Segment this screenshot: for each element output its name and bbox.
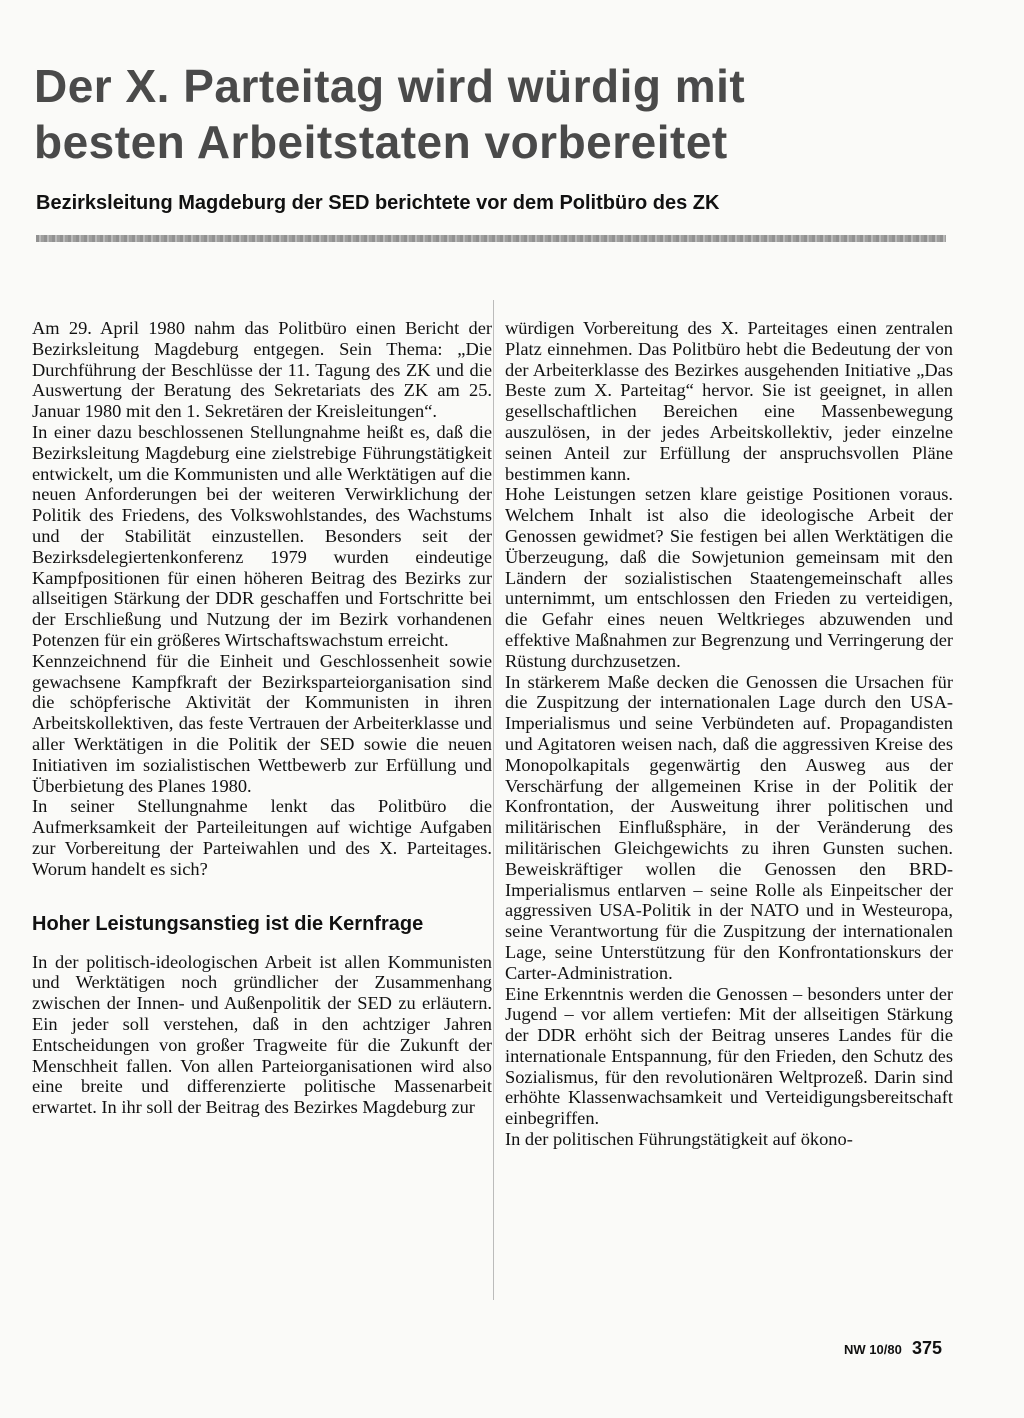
paragraph: Kennzeichnend für die Einheit und Geschlossenheit sowie gewachsene Kampfkraft der Bezirksparteiorganisation sind die schöpferische Aktivität der Kommunisten in ihren Arbeitskollektiven, das feste Vertrauen der Arbeiterklasse und aller Werktätigen in die Politik der SED sowie die neuen Initiativen im sozialistischen Wettbewerb zur Erfüllung und Überbietung des Planes 1980. [32, 650, 492, 796]
paragraph: In der politischen Führungstätigkeit auf ökono- [505, 1129, 853, 1150]
right-column [505, 318, 953, 1150]
headline [34, 58, 934, 170]
headline-rule [36, 235, 946, 242]
paragraph: In der politisch-ideologischen Arbeit ist allen Kommunisten und Werktätigen noch gründlicher der Zusammenhang zwischen der Innen- und Außenpolitik der SED zu erläutern. Ein jeder soll verstehen, daß in den achtziger Jahren Entscheidungen von großer Tragweite für die Zukunft der Menschheit fallen. Von allen Parteiorganisationen wird also eine breite und differenzierte politische Massenarbeit erwartet. In ihr soll der Beitrag des Bezirkes Magdeburg zur [32, 951, 492, 1118]
column-divider [493, 300, 494, 1300]
issue-label: NW 10/80 [844, 1342, 902, 1357]
paragraph: In stärkerem Maße decken die Genossen die Ursachen für die Zuspitzung der internationalen Lage durch den USA-Imperialismus und seine Verbündeten auf. Propagandisten und Agitatoren weisen nach, daß die aggressiven Kreise des Monopolkapitals gegenwärtig den Ausweg aus der Verschärfung der allgemeinen Krise in der Politik der Konfrontation, der Ausweitung ihrer politischen und militärischen Einflußsphäre, in der Veränderung des militärischen Gleichgewichts zu ihren Gunsten suchen. Beweiskräftiger wollen die Genossen den BRD-Imperialismus entlarven – seine Rolle als Einpeitscher der aggressiven USA-Politik in der NATO und in Westeuropa, seine Verantwortung für die Zuspitzung der internationalen Lage, seine Unterstützung für den Konfrontationskurs der Carter-Administration. [505, 671, 953, 983]
paragraph: Am 29. April 1980 nahm das Politbüro einen Bericht der Bezirksleitung Magdeburg entgegen. Sein Thema: „Die Durchführung der Beschlüsse der 11. Tagung des ZK und die Auswertung der Beratung des Sekretariats des ZK am 25. Januar 1980 mit den 1. Sekretären der Kreisleitungen“. [32, 318, 492, 422]
page-number: 375 [912, 1338, 943, 1358]
paragraph: würdigen Vorbereitung des X. Parteitages einen zentralen Platz einnehmen. Das Politbüro hebt die Bedeutung der von der Arbeiterklasse des Bezirkes ausgehenden Initiative „Das Beste zum X. Parteitag“ hervor. Sie ist geeignet, in allen gesellschaftlichen Bereichen eine Massenbewegung auszulösen, in der jedes Arbeitskollektiv, jeder einzelne seinen Anteil zur Erfüllung der anspruchsvollen Pläne bestimmen kann. [505, 318, 953, 484]
paragraph: In seiner Stellungnahme lenkt das Politbüro die Aufmerksamkeit der Parteileitungen auf wichtige Aufgaben zur Vorbereitung der Parteiwahlen und des X. Parteitages. Worum handelt es sich? [32, 796, 492, 879]
headline-line-1: Der X. Parteitag wird würdig mit [34, 60, 746, 112]
subheadline: Bezirksleitung Magdeburg der SED berichtete vor dem Politbüro des ZK [36, 192, 720, 214]
headline-line-2: besten Arbeitstaten vorbereitet [34, 116, 728, 168]
paragraph: Eine Erkenntnis werden die Genossen – besonders unter der Jugend – vor allem vertiefen: Mit der allseitigen Stärkung der DDR erhöht sich der Beitrag unseres Landes für die internationale Entspannung, für den Frieden, den Schutz des Sozialismus, für den revolutionären Weltprozeß. Darin sind erhöhte Klassenwachsamkeit und Verteidigungsbereitschaft einbegriffen. [505, 983, 953, 1129]
paragraph: In einer dazu beschlossenen Stellungnahme heißt es, daß die Bezirksleitung Magdeburg eine zielstrebige Führungstätigkeit entwickelt, um die Kommunisten und alle Werktätigen auf die neuen Anforderungen bei der weiteren Verwirklichung der Politik des Friedens, des Volkswohlstandes, des Wachstums und der Stabilität einzustellen. Besonders seit der Bezirksdelegiertenkonferenz 1979 wurden eindeutige Kampfpositionen für einen höheren Beitrag des Bezirks zur allseitigen Stärkung der DDR geschaffen und Fortschritte bei der Erschließung und Nutzung der im Bezirk vorhandenen Potenzen für ein größeres Wirtschaftswachstum erreicht. [32, 421, 492, 650]
left-column [32, 318, 492, 1118]
section-heading: Hoher Leistungsanstieg ist die Kernfrage [32, 912, 424, 935]
paragraph: Hohe Leistungen setzen klare geistige Positionen voraus. Welchem Inhalt ist also die ideologische Arbeit der Genossen gewidmet? Sie festigen bei allen Werktätigen die Überzeugung, daß die Sowjetunion gemeinsam mit den Ländern der sozialistischen Staatengemeinschaft alles unternimmt, um entschlossen den Frieden zu verteidigen, die Gefahr eines neuen Weltkrieges abzuwenden und effektive Maßnahmen zur Begrenzung und Verringerung der Rüstung durchzusetzen. [505, 484, 953, 671]
